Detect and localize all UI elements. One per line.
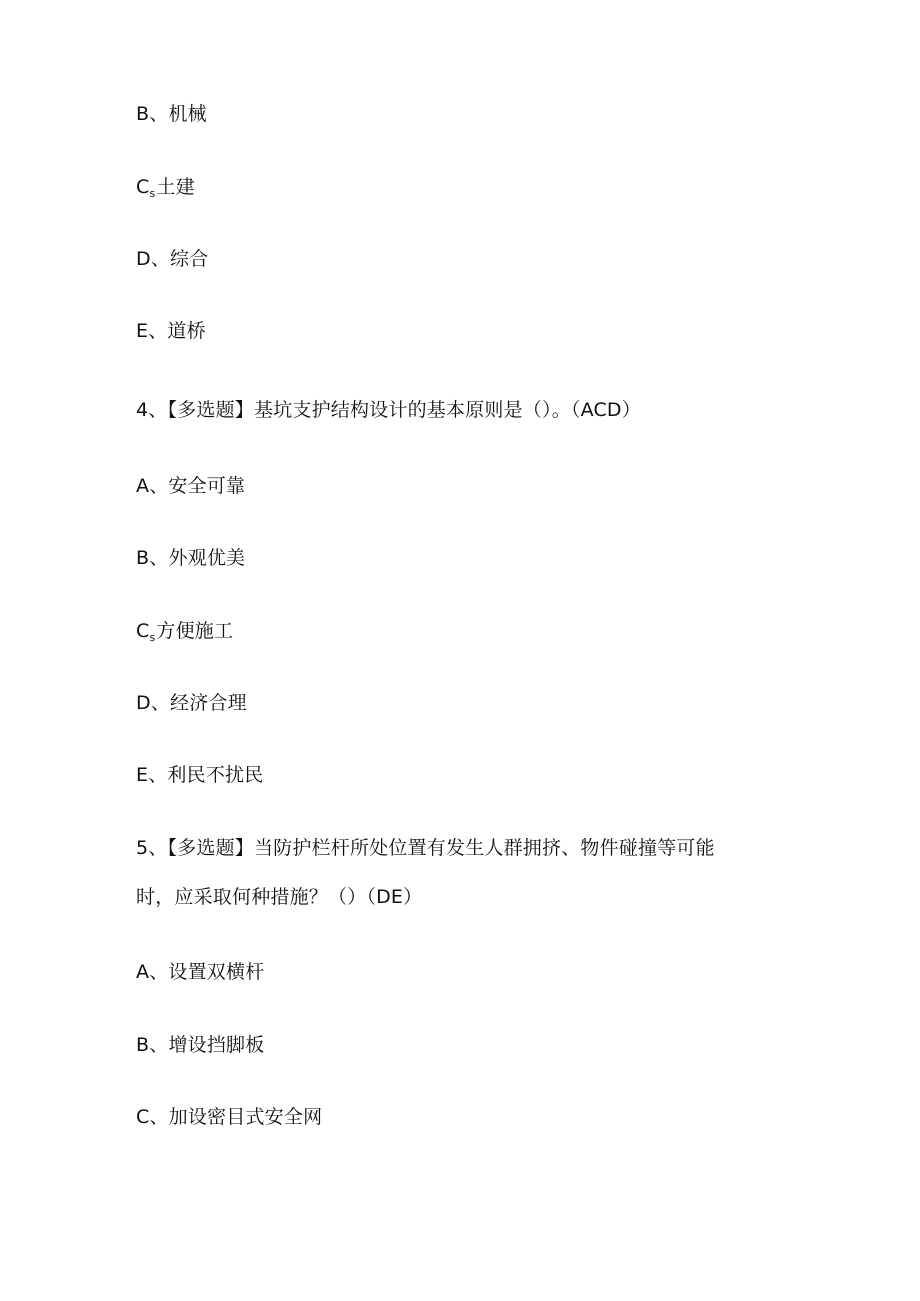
option-letter: D: [136, 248, 151, 270]
option-d-economical: [136, 691, 247, 715]
option-text: 土建: [156, 176, 195, 198]
option-separator: 、: [148, 764, 168, 786]
option-letter: D: [136, 692, 151, 714]
option-letter: C: [136, 1106, 150, 1128]
question-text: 时，应采取何种措施？（）（DE）: [136, 886, 423, 908]
option-separator: 、: [149, 1106, 169, 1128]
option-letter: B: [136, 547, 150, 569]
option-separator: 、: [149, 961, 169, 983]
option-subscript: s: [149, 187, 156, 200]
option-separator: 、: [150, 248, 171, 270]
option-letter: E: [136, 764, 149, 786]
option-c-convenient: [136, 619, 233, 650]
option-text: 增设挡脚板: [168, 1034, 265, 1056]
option-separator: 、: [150, 692, 171, 714]
option-text: 方便施工: [156, 620, 234, 642]
option-c-safety-net: [136, 1105, 322, 1129]
option-letter: E: [136, 320, 149, 342]
question-text: 4、【多选题】基坑支护结构设计的基本原则是（）。（ACD）: [136, 399, 641, 421]
option-e-public: [136, 763, 263, 787]
option-text: 设置双横杆: [168, 961, 265, 983]
option-letter: C: [136, 620, 150, 642]
option-separator: 、: [149, 103, 169, 125]
option-b-machinery: [136, 102, 207, 126]
option-letter: A: [136, 475, 150, 497]
option-separator: 、: [148, 320, 168, 342]
question-text: 5、【多选题】当防护栏杆所处位置有发生人群拥挤、物件碰撞等可能: [136, 837, 715, 859]
option-letter: B: [136, 103, 150, 125]
option-a-safe-reliable: [136, 474, 245, 498]
option-text: 经济合理: [170, 692, 247, 714]
option-text: 道桥: [167, 320, 206, 342]
option-text: 综合: [170, 248, 209, 270]
option-text: 利民不扰民: [167, 764, 264, 786]
option-separator: 、: [149, 547, 169, 569]
option-b-toe-board: [136, 1033, 264, 1057]
option-letter: B: [136, 1034, 150, 1056]
option-e-road-bridge: [136, 319, 206, 343]
option-c-civil: [136, 175, 195, 206]
option-text: 外观优美: [168, 547, 246, 569]
option-text: 机械: [168, 103, 207, 125]
option-b-appearance: [136, 546, 245, 570]
question-5-line-2: [136, 885, 422, 909]
option-separator: 、: [149, 475, 169, 497]
option-subscript: s: [149, 631, 156, 644]
option-text: 安全可靠: [168, 475, 246, 497]
option-letter: C: [136, 176, 150, 198]
option-a-double-rail: [136, 960, 264, 984]
option-separator: 、: [149, 1034, 169, 1056]
option-d-comprehensive: [136, 247, 208, 271]
option-text: 加设密目式安全网: [168, 1106, 323, 1128]
question-4: [136, 398, 641, 422]
question-5-line-1: [136, 836, 715, 860]
option-letter: A: [136, 961, 150, 983]
